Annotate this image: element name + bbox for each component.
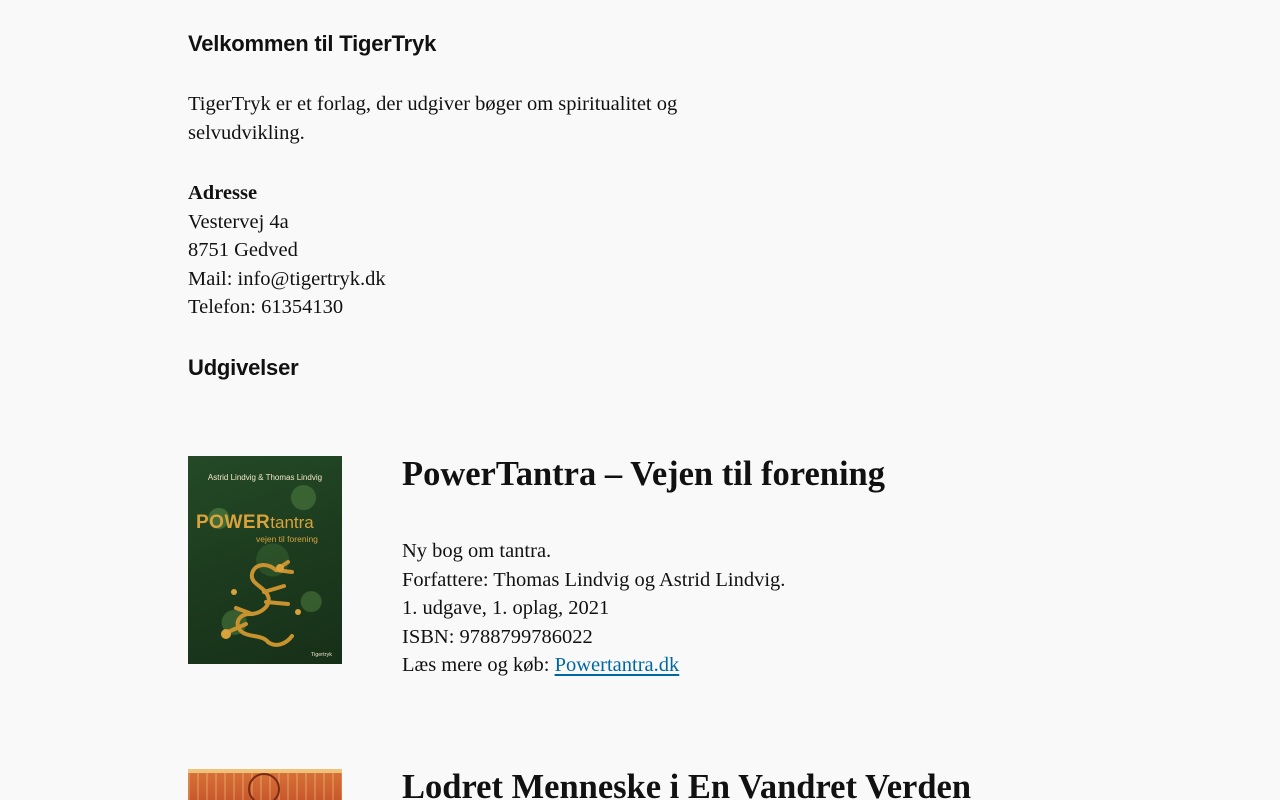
releases-heading: Udgivelser [188,355,299,380]
book-more-line [402,651,785,680]
book-description: Ny bog om tantra. [402,540,552,562]
book-cover-lodret-menneske[interactable] [188,769,342,800]
intro-line: selvudvikling. [188,121,305,144]
cover-title-tantra: tantra [270,513,314,532]
address-mail: Mail: info@tigertryk.dk [188,267,386,290]
book-more-label: Læs mere og køb: [402,654,555,677]
intro-line: TigerTryk er et forlag, der udgiver bøger om spiritualitet og [188,93,678,115]
book-cover-powertantra[interactable] [188,456,342,664]
address-phone: Telefon: 61354130 [188,296,344,319]
address-street: Vestervej 4a [188,210,289,233]
address-city: 8751 Gedved [188,239,298,262]
book-title: Lodret Menneske i En Vandret Verden [402,768,972,800]
powertantra-link[interactable]: Powertantra.dk [554,654,680,677]
address-block [188,179,386,322]
book-edition: 1. udgave, 1. oplag, 2021 [402,597,610,620]
cover-authors: Astrid Lindvig & Thomas Lindvig [207,473,323,482]
book-isbn: ISBN: 9788799786022 [402,625,593,648]
cover-publisher: Tigertryk [310,652,332,658]
cover-subtitle: vejen til forening [256,534,318,544]
intro-paragraph [188,90,677,147]
cover-title-power: POWER [196,512,271,533]
cover-swirl-icon [248,773,280,800]
dragon-illustration-icon [206,552,326,652]
address-label: Adresse [188,182,258,204]
book-authors: Forfattere: Thomas Lindvig og Astrid Lindvig. [402,568,786,591]
cover-title [196,512,314,534]
book-details [402,537,785,680]
welcome-heading: Velkommen til TigerTryk [188,31,437,56]
book-title: PowerTantra – Vejen til forening [402,455,885,493]
